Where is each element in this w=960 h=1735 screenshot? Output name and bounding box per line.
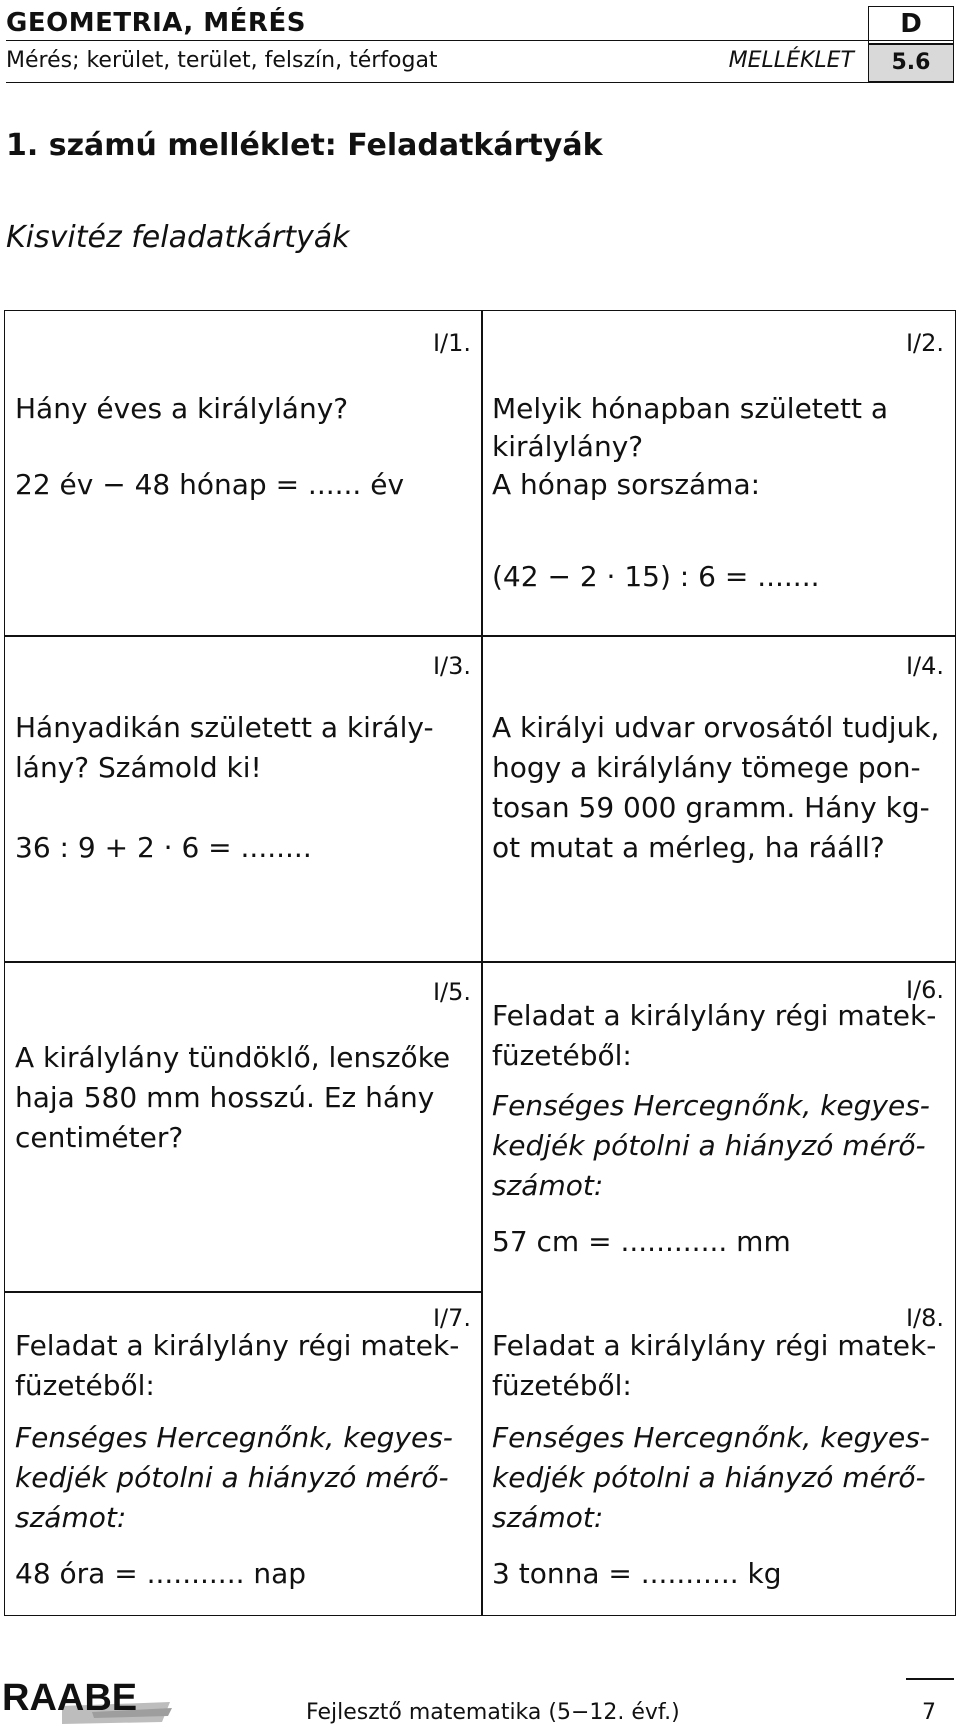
- task-card-1: [5, 311, 481, 635]
- card-number: I/4.: [905, 652, 944, 680]
- card-question: centiméter?: [15, 1121, 184, 1154]
- task-card-4: [482, 636, 954, 961]
- card-equation: 3 tonna = ........... kg: [492, 1557, 782, 1590]
- task-card-8: [482, 1292, 954, 1614]
- header-subtitle: Mérés; kerület, terület, felszín, térfogat: [6, 48, 438, 73]
- card-question: számot:: [15, 1501, 127, 1534]
- card-intro: Feladat a királylány régi matek-: [492, 999, 937, 1032]
- card-question: A királyi udvar orvosától tudjuk,: [492, 711, 940, 744]
- task-card-grid: [4, 310, 956, 1616]
- card-intro: füzetéből:: [492, 1369, 632, 1402]
- card-number: I/2.: [905, 329, 944, 357]
- header-mellek-label: MELLÉKLET: [728, 48, 854, 73]
- task-card-7: [5, 1292, 481, 1614]
- card-question: Fenséges Hercegnőnk, kegyes-: [492, 1089, 930, 1122]
- footer-book-title: Fejlesztő matematika (5−12. évf.): [306, 1700, 680, 1725]
- card-number: I/5.: [432, 978, 471, 1006]
- raabe-logo: [2, 1672, 172, 1728]
- card-question: lány? Számold ki!: [15, 751, 262, 784]
- card-equation: (42 − 2 · 15) : 6 = .......: [492, 560, 820, 593]
- card-question: ot mutat a mérleg, ha rááll?: [492, 831, 885, 864]
- card-intro: füzetéből:: [492, 1039, 632, 1072]
- page-number: 7: [922, 1700, 936, 1725]
- card-number: I/6.: [905, 976, 944, 1004]
- card-question: kedjék pótolni a hiányzó mérő-: [492, 1129, 926, 1162]
- card-question: Hány éves a királylány?: [15, 392, 349, 425]
- card-intro: Feladat a királylány régi matek-: [492, 1329, 937, 1362]
- task-card-3: [5, 636, 481, 961]
- header-divider-bottom: [6, 82, 954, 83]
- card-question: A királylány tündöklő, lenszőke: [15, 1041, 451, 1074]
- card-number: I/3.: [432, 652, 471, 680]
- raabe-logo-text: RAABE: [2, 1677, 138, 1719]
- card-question: számot:: [492, 1501, 604, 1534]
- card-question: kedjék pótolni a hiányzó mérő-: [15, 1461, 449, 1494]
- card-question: tosan 59 000 gramm. Hány kg-: [492, 791, 930, 824]
- card-question: hogy a királylány tömege pon-: [492, 751, 921, 784]
- footer-page-rule: [906, 1678, 954, 1680]
- chapter-letter-box: D: [868, 6, 954, 44]
- task-card-2: [482, 311, 954, 635]
- header-divider: [6, 40, 954, 41]
- card-number: I/1.: [432, 329, 471, 357]
- card-question: Hányadikán született a király-: [15, 711, 434, 744]
- card-question: királylány?: [492, 430, 644, 463]
- section-subtitle: Kisvitéz feladatkártyák: [6, 220, 350, 255]
- card-question: számot:: [492, 1169, 604, 1202]
- card-question: Fenséges Hercegnőnk, kegyes-: [15, 1421, 453, 1454]
- card-question: Fenséges Hercegnőnk, kegyes-: [492, 1421, 930, 1454]
- card-question: A hónap sorszáma:: [492, 468, 761, 501]
- card-equation: 36 : 9 + 2 · 6 = ........: [15, 831, 312, 864]
- card-question: Melyik hónapban született a: [492, 392, 889, 425]
- card-number: I/7.: [432, 1304, 471, 1332]
- card-question: kedjék pótolni a hiányzó mérő-: [492, 1461, 926, 1494]
- section-title: 1. számú melléklet: Feladatkártyák: [6, 128, 603, 163]
- card-equation: 57 cm = ............ mm: [492, 1225, 791, 1258]
- card-equation: 48 óra = ........... nap: [15, 1557, 307, 1590]
- chapter-number-box: 5.6: [868, 44, 954, 82]
- header-title: GEOMETRIA, MÉRÉS: [6, 8, 306, 38]
- task-card-6: [482, 962, 954, 1292]
- card-equation: 22 év − 48 hónap = ...... év: [15, 468, 405, 501]
- card-intro: füzetéből:: [15, 1369, 155, 1402]
- task-card-5: [5, 962, 481, 1291]
- card-intro: Feladat a királylány régi matek-: [15, 1329, 460, 1362]
- card-question: haja 580 mm hosszú. Ez hány: [15, 1081, 435, 1114]
- card-number: I/8.: [905, 1304, 944, 1332]
